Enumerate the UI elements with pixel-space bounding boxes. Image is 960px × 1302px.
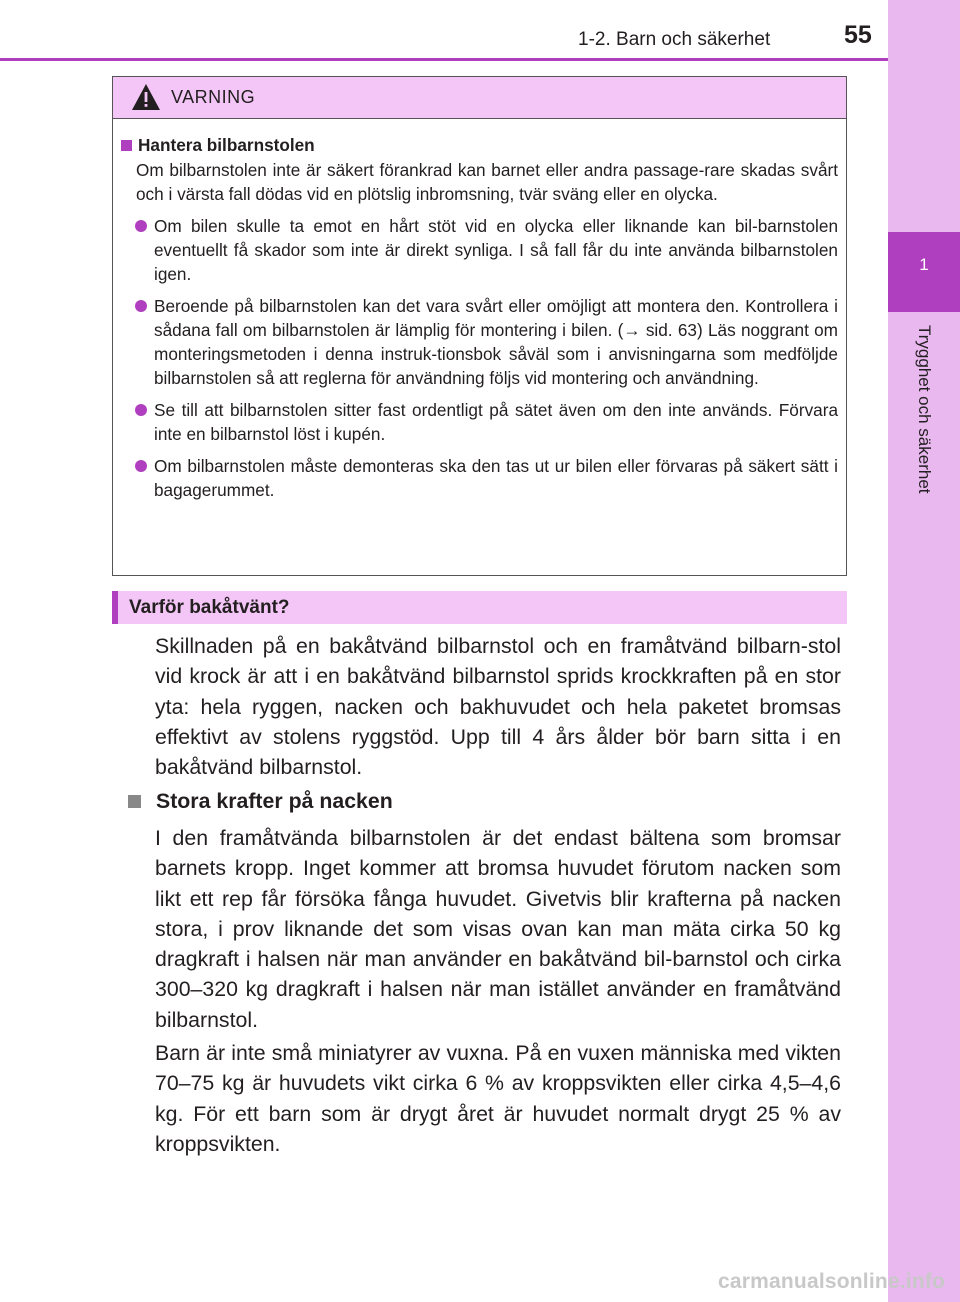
- round-bullet-icon: [135, 300, 147, 312]
- square-bullet-icon: [128, 795, 141, 808]
- round-bullet-icon: [135, 404, 147, 416]
- header-rule: [0, 58, 888, 61]
- section-accent: [112, 591, 118, 624]
- intro-paragraph: Skillnaden på en bakåtvänd bilbarnstol och en framåtvänd bilbarn-stol vid krock är att i en bakåtvänd bilbarnstol sprids krockkraften på en stor yta: hela ryggen, nacken och bakhuvudet och hela paketet bromsas effektivt av stolens ryggstöd. Upp till 4 års ålder bör barn sitta i en bakåtvänd bilbarnstol.: [155, 634, 841, 780]
- warning-paragraph: Om bilbarnstolen inte är säkert förankrad kan barnet eller andra passage-rare skadas svårt och i värsta fall dödas vid en plötslig inbromsning, tvär sväng eller en olycka.: [136, 160, 838, 204]
- body-paragraph-1: I den framåtvända bilbarnstolen är det endast bältena som bromsar barnets kropp. Inget kommer att bromsa huvudet förutom nacken som likt ett rep får försöka fånga huvudet. Givetvis blir krafterna på nacken stora, i prov liknande det som visas ovan kan man mäta cirka 50 kg dragkraft i halsen när man använder en bakåtvänd bil-barnstol och cirka 300–320 kg dragkraft i halsen när man istället använder en framåtvänd bilbarnstol.: [155, 826, 841, 1032]
- warning-bullet: [121, 294, 838, 390]
- warning-header: [113, 77, 846, 119]
- section-title: Varför bakåtvänt?: [129, 597, 290, 618]
- square-bullet-icon: [121, 140, 132, 151]
- warning-bullet: [121, 398, 838, 446]
- warning-heading-text: Hantera bilbarnstolen: [138, 135, 315, 155]
- footer-watermark: carmanualsonline.info: [718, 1270, 946, 1293]
- subheading: [128, 789, 393, 814]
- warning-bullet-text: Om bilen skulle ta emot en hårt stöt vid en olycka eller liknande kan bil-barnstolen eventuellt få skador som inte är direkt synliga. I så fall får du inte använda bilbarnstolen igen.: [154, 216, 838, 284]
- warning-bullet: [121, 214, 838, 286]
- warning-label: VARNING: [171, 87, 256, 107]
- warning-bullet: [121, 454, 838, 502]
- page-number: 55: [844, 21, 872, 49]
- warning-box: [112, 76, 847, 576]
- warning-body: [113, 119, 846, 502]
- warning-triangle-icon: [131, 83, 161, 111]
- round-bullet-icon: [135, 460, 147, 472]
- subheading-text: Stora krafter på nacken: [156, 789, 393, 813]
- chapter-title: Trygghet och säkerhet: [915, 325, 934, 494]
- body-paragraph-2: Barn är inte små miniatyrer av vuxna. På en vuxen människa med vikten 70–75 kg är huvudets vikt cirka 6 % av kroppsvikten eller cirka 4,5–4,6 kg. För ett barn som är drygt året är huvudet normalt drygt 25 % av kroppsvikten.: [155, 1041, 841, 1156]
- chapter-number: 1: [919, 255, 929, 274]
- header-section-title: 1-2. Barn och säkerhet: [578, 29, 771, 50]
- warning-heading: [121, 133, 838, 157]
- round-bullet-icon: [135, 220, 147, 232]
- warning-bullet-text: Se till att bilbarnstolen sitter fast ordentligt på sätet även om den inte används. Förvara inte en bilbarnstol löst i kupén.: [154, 400, 838, 444]
- section-heading-bar: [112, 591, 847, 624]
- warning-bullet-text: Beroende på bilbarnstolen kan det vara svårt eller omöjligt att montera den. Kontrollera i sådana fall om bilbarnstolen är lämplig för montering i bilen. (→ sid. 63) Läs noggrant om monteringsmetoden i denna instruk-tionsbok såväl som i anvisningarna som medföljde bilbarnstolen så att reglerna för användning följs vid montering och användning.: [154, 296, 838, 388]
- warning-bullet-text: Om bilbarnstolen måste demonteras ska den tas ut ur bilen eller förvaras på säkert sätt i bagagerummet.: [154, 456, 838, 500]
- chapter-side-tab: [888, 0, 960, 1302]
